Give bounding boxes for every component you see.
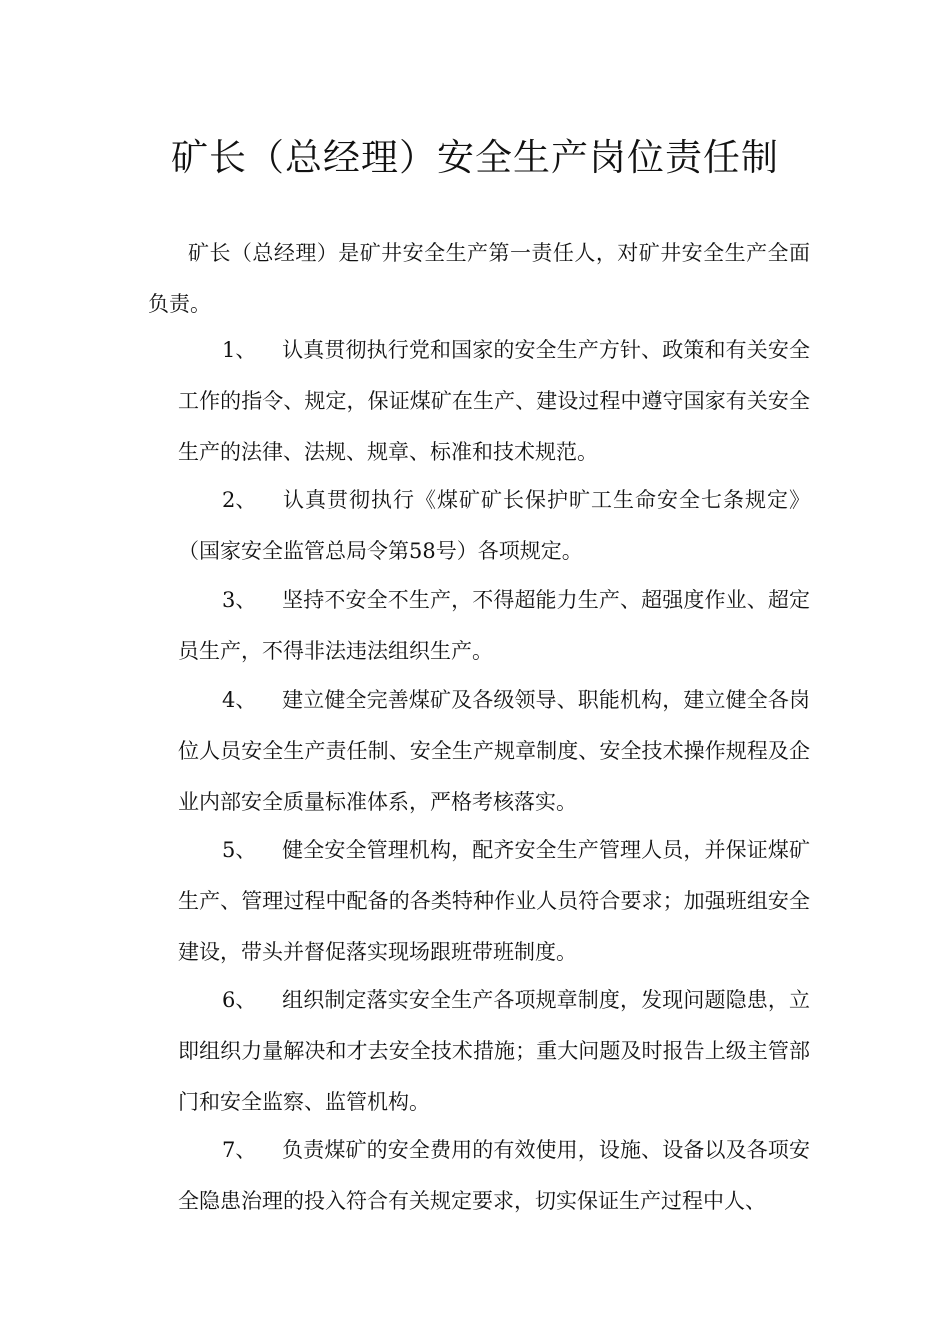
item-number: 2、 [222, 488, 257, 512]
item-number: 4、 [222, 688, 257, 712]
item-number: 1、 [222, 338, 257, 362]
item-number: 5、 [222, 838, 257, 862]
list-item [178, 975, 810, 1128]
item-text: 坚持不安全不生产，不得超能力生产、超强度作业、超定员生产，不得非法违法组织生产。 [178, 588, 810, 663]
list-item [178, 475, 810, 577]
item-text: 负责煤矿的安全费用的有效使用，设施、设备以及各项安全隐患治理的投入符合有关规定要求，切实保证生产过程中人、 [178, 1138, 810, 1213]
item-text: 认真贯彻执行《煤矿矿长保护旷工生命安全七条规定》（国家安全监管总局令第58号）各项规定。 [178, 488, 810, 563]
item-number: 7、 [222, 1138, 257, 1162]
item-text: 建立健全完善煤矿及各级领导、职能机构，建立健全各岗位人员安全生产责任制、安全生产规章制度、安全技术操作规程及企业内部安全质量标准体系，严格考核落实。 [178, 688, 810, 814]
list-item [178, 325, 810, 478]
document-title: 矿长（总经理）安全生产岗位责任制 [171, 136, 779, 179]
item-text: 组织制定落实安全生产各项规章制度，发现问题隐患，立即组织力量解决和才去安全技术措施；重大问题及时报告上级主管部门和安全监察、监管机构。 [178, 988, 810, 1114]
item-text: 健全安全管理机构，配齐安全生产管理人员，并保证煤矿生产、管理过程中配备的各类特种作业人员符合要求；加强班组安全建设，带头并督促落实现场跟班带班制度。 [178, 838, 810, 964]
list-item [178, 675, 810, 828]
list-item [178, 1125, 810, 1227]
item-number: 3、 [222, 588, 257, 612]
list-item [178, 825, 810, 978]
list-item [178, 575, 810, 677]
intro-paragraph: 矿长（总经理）是矿井安全生产第一责任人，对矿井安全生产全面负责。 [148, 241, 810, 316]
item-text: 认真贯彻执行党和国家的安全生产方针、政策和有关安全工作的指令、规定，保证煤矿在生产、建设过程中遵守国家有关安全生产的法律、法规、规章、标准和技术规范。 [178, 338, 810, 464]
item-number: 6、 [222, 988, 257, 1012]
